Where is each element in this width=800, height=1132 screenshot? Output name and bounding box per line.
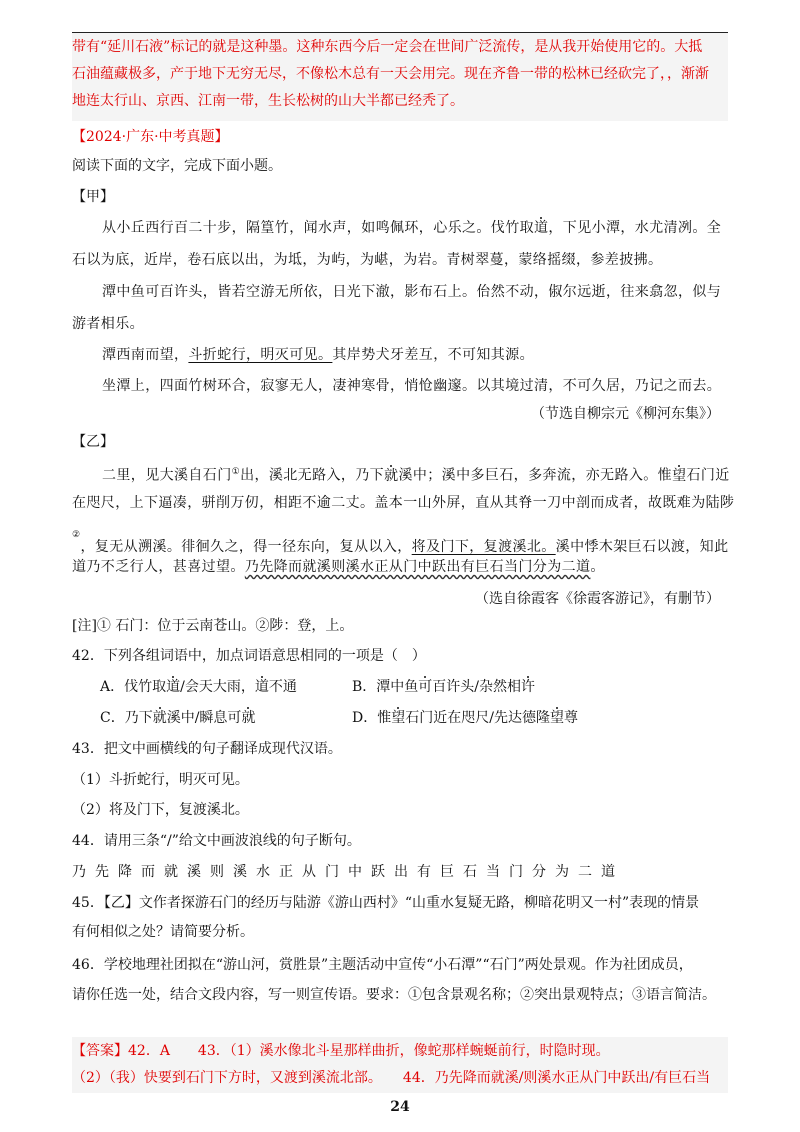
footnote-mark-2: ② <box>72 530 81 540</box>
jia-text: 潭西南而望， <box>102 347 189 363</box>
yi-text: 出，溪北无路入，乃下 <box>240 467 385 484</box>
option-text: 石门近在咫尺/先达德隆 <box>405 710 550 726</box>
dotted-word: 道 <box>534 220 549 236</box>
dotted-word: 道 <box>254 679 269 695</box>
q46-line-1: 46．学校地理社团拟在“游山河，赏胜景”主题活动中宣传“小石潭”“石门”两处景观。作为社团成员， <box>72 957 693 973</box>
jia-paragraph-1-line-2: 石以为底，近岸，卷石底以出，为坻，为屿，为嵁，为岩。青树翠蔓，蒙络摇缀，参差披拂。 <box>72 252 663 268</box>
wavy-underlined-sentence: 乃先降而就溪则溪水正从门中跃出有巨石当门分为二道 <box>244 559 591 575</box>
yi-text: 二里，见大溪自石门 <box>102 467 232 484</box>
q43-sentence-2: （2）将及门下，复渡溪北。 <box>72 802 249 818</box>
yi-line-1 <box>102 462 730 486</box>
page-number: 24 <box>390 1099 410 1115</box>
jia-text: 从小丘西行百二十步，隔篁竹，闻水声，如鸣佩环，心乐之。伐竹取 <box>102 220 534 236</box>
q43-stem: 43．把文中画横线的句子翻译成现代汉语。 <box>72 741 342 757</box>
jia-paragraph-1-line-1 <box>102 218 721 238</box>
underlined-sentence: 将及门下，复渡溪北。 <box>411 539 556 555</box>
jia-paragraph-2-line-1: 潭中鱼可百许头，皆若空游无所依，日光下澈，影布石上。佁然不动，俶尔远逝，往来翕忽，似与 <box>102 284 722 300</box>
yi-text: 。 <box>590 559 605 575</box>
option-text: 尊 <box>563 710 578 726</box>
option-text: 不通 <box>268 679 297 695</box>
jia-text: ，下见小潭，水尤清冽。全 <box>548 220 722 236</box>
dotted-word: 道 <box>166 679 181 695</box>
footnote-mark-1: ① <box>231 467 241 477</box>
option-text: 溪中/瞬息可 <box>166 710 242 726</box>
yi-text: 溪中悸木架巨石以渡，知此 <box>555 539 729 555</box>
q42-option-c <box>100 708 255 728</box>
jia-paragraph-2-line-2: 游者相乐。 <box>72 316 144 332</box>
yi-source: （选自徐霞客《徐霞客游记》，有删节） <box>475 591 720 607</box>
option-text: D．惟 <box>352 710 392 726</box>
option-text: C．乃下 <box>100 710 153 726</box>
instruction: 阅读下面的文字，完成下面小题。 <box>72 158 282 174</box>
yi-line-4 <box>72 557 605 577</box>
yi-line-2: 在咫尺，上下逼凑，骈削万仞，相距不逾二丈。盖本一山外屏，直从其脊一刀中剖而成者，故既难为陆陟 <box>72 495 735 511</box>
option-text: B．潭中鱼 <box>352 679 419 695</box>
jia-source: （节选自柳宗元《柳河东集》） <box>531 406 720 422</box>
passage-yi-label: 【乙】 <box>72 434 114 450</box>
dotted-word: 许 <box>521 679 536 695</box>
intro-line-2: 石油蕴藏极多，产于地下无穷无尽，不像松木总有一天会用完。现在齐鲁一带的松林已经砍完了，，渐渐 <box>72 66 709 82</box>
intro-line-3: 地连太行山、京西、江南一带，生长松树的山大半都已经秃了。 <box>72 93 464 109</box>
dotted-word: 望 <box>549 710 564 726</box>
dotted-word: 可 <box>418 679 433 695</box>
q44-stem: 44．请用三条“/”给文中画波浪线的句子断句。 <box>72 833 361 849</box>
option-text: /会天大雨， <box>180 679 255 695</box>
yi-text: 道乃不乏行人，甚喜过望。 <box>72 559 245 575</box>
q43-sentence-1: （1）斗折蛇行，明灭可见。 <box>72 772 249 788</box>
q44-sentence: 乃先降而就溪则溪水正从门中跃出有巨石当门分为二道 <box>72 864 624 880</box>
q42-option-b <box>352 677 535 697</box>
jia-paragraph-4: 坐潭上，四面竹树环合，寂寥无人，凄神寒骨，悄怆幽邃。以其境过清，不可久居，乃记之而去。 <box>102 378 722 394</box>
q42-option-a <box>100 677 297 697</box>
answer-line-2: （2）（我）快要到石门下方时，又渡到溪流北部。 44．乃先降而就溪/则溪水正从门中跃出/有巨石当 <box>72 1070 711 1086</box>
annotation-note: [注]① 石门：位于云南苍山。②陟：登，上。 <box>72 618 354 634</box>
intro-line-1: 带有“延川石液”标记的就是这种墨。这种东西今后一定会在世间广泛流传，是从我开始使用它的。大抵 <box>72 39 703 55</box>
jia-text: 其岸势犬牙差互，不可知其源。 <box>332 347 535 363</box>
q46-line-2: 请你任选一处，结合文段内容，写一则宣传语。要求：①包含景观名称；②突出景观特点；③语言简洁。 <box>72 987 716 1003</box>
dotted-word: 就 <box>241 710 256 726</box>
q45-line-2: 有何相似之处？请简要分析。 <box>72 924 254 940</box>
q42-stem: 42．下列各组词语中，加点词语意思相同的一项是（ ） <box>72 648 426 664</box>
source-tag: 【2024·广东·中考真题】 <box>72 129 229 145</box>
passage-jia-label: 【甲】 <box>72 189 114 205</box>
option-text: A．伐竹取 <box>100 679 167 695</box>
q45-line-1: 45．【乙】文作者探游石门的经历与陆游《游山西村》“山重水复疑无路，柳暗花明又一村”表现的情景 <box>72 895 700 911</box>
dotted-word: 就 <box>152 710 167 726</box>
dotted-word: 望 <box>391 710 406 726</box>
yi-line-3 <box>72 525 728 557</box>
yi-text: 溪中；溪中多巨石，多奔流，亦无路入。惟 <box>398 467 673 484</box>
dotted-word: 望 <box>672 467 687 484</box>
option-text: 百许头/杂然相 <box>432 679 522 695</box>
jia-paragraph-3 <box>102 345 534 365</box>
underlined-sentence: 斗折蛇行，明灭可见。 <box>188 347 333 363</box>
yi-text: ，复无从溯溪。徘徊久之，得一径东向，复从以入， <box>80 539 412 555</box>
q42-option-d <box>352 708 578 728</box>
yi-text: 石门近 <box>686 467 730 484</box>
answer-line-1: 【答案】42．A 43．（1）溪水像北斗星那样曲折，像蛇那样蜿蜒前行，时隐时现。 <box>72 1043 610 1059</box>
dotted-word: 就 <box>384 467 399 484</box>
